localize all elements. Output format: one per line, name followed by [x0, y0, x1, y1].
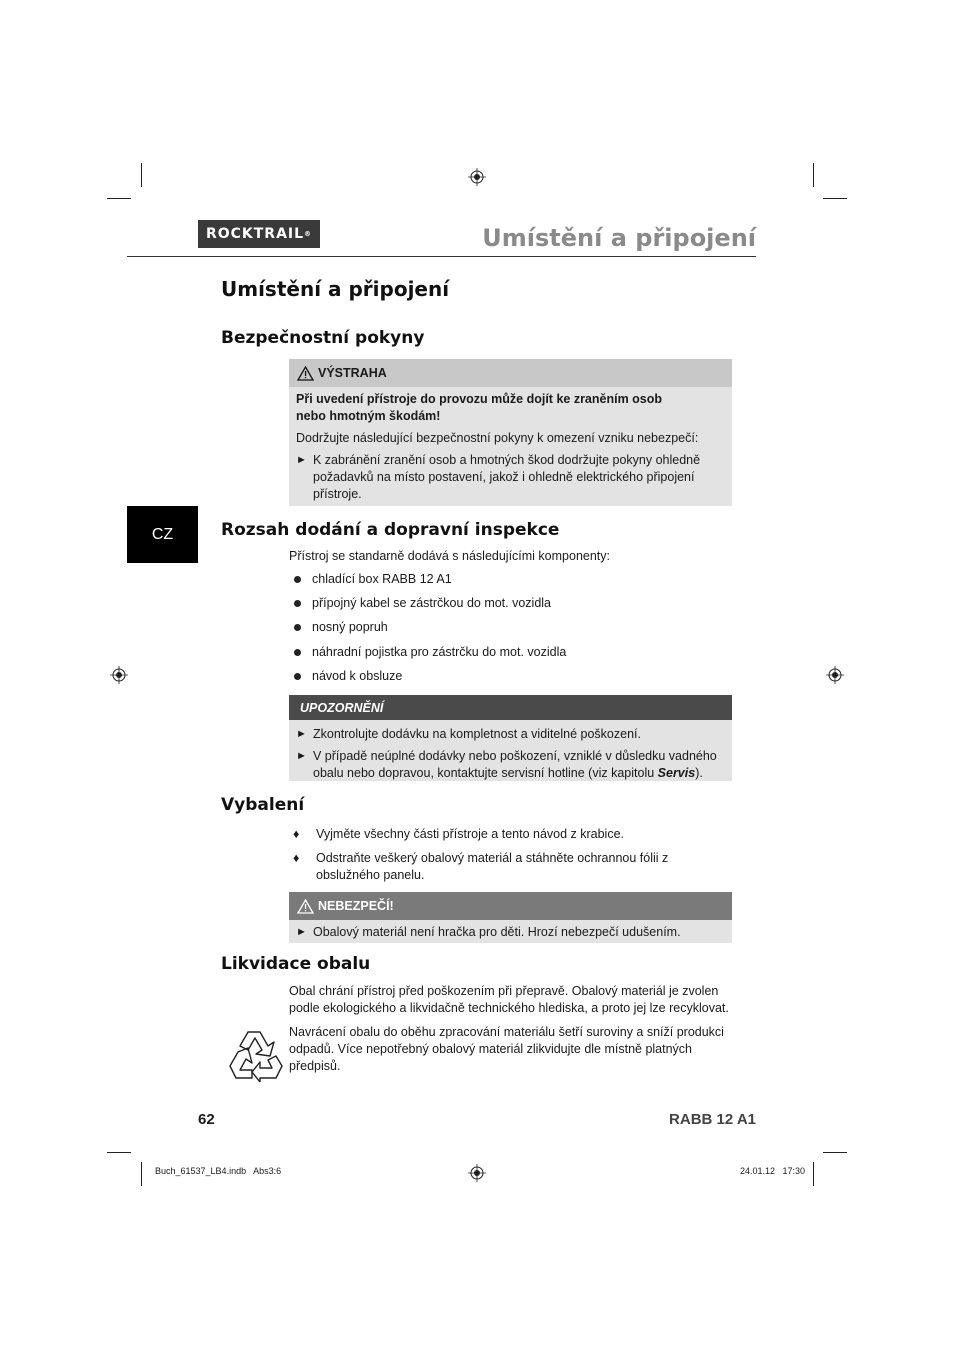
list-item-text-part: ).	[695, 766, 703, 780]
list-item-text-part: obalu nebo dopravou, kontaktujte servisní hotline (viz kapitolu	[313, 766, 658, 780]
registration-mark-icon	[110, 666, 128, 684]
list-item	[294, 669, 402, 683]
list-item-text: požadavků na místo postavení, jakož i ohledně elektrického připojení	[313, 470, 695, 484]
registration-mark-icon	[468, 1164, 486, 1182]
arrow-bullet-icon: ►	[296, 926, 307, 938]
list-item-text: Vyjměte všechny části přístroje a tento návod z krabice.	[316, 827, 625, 841]
arrow-bullet-icon: ►	[296, 728, 307, 740]
note-box-header	[289, 695, 732, 720]
header-divider	[127, 256, 756, 257]
page-heading: Umístění a připojení	[221, 277, 450, 301]
dot-bullet-icon	[294, 624, 301, 631]
crop-mark	[107, 198, 131, 199]
list-item-text: náhradní pojistka pro zástrčku do mot. vozidla	[312, 645, 567, 659]
list-item-text: K zabránění zranění osob a hmotných škod dodržujte pokyny ohledně	[313, 453, 701, 467]
warning-box	[289, 359, 732, 506]
brand-logo	[198, 220, 320, 248]
paragraph-line: Obal chrání přístroj před poškozením při přepravě. Obalový materiál je zvolen	[289, 984, 719, 998]
crop-mark	[107, 1152, 131, 1153]
warning-label: VÝSTRAHA	[318, 366, 387, 380]
diamond-bullet-icon: ♦	[293, 827, 300, 841]
recycle-icon	[226, 1026, 284, 1082]
list-item-text	[313, 765, 717, 782]
list-item-text: nosný popruh	[312, 620, 388, 634]
disposal-heading: Likvidace obalu	[221, 954, 371, 974]
list-item	[293, 826, 624, 843]
list-item	[293, 850, 668, 884]
delivery-heading: Rozsah dodání a dopravní inspekce	[221, 520, 560, 540]
list-item	[294, 645, 566, 659]
registration-mark-icon	[826, 666, 844, 684]
crop-mark	[141, 1162, 142, 1186]
note-label: UPOZORNĚNÍ	[300, 700, 384, 715]
warning-triangle-icon	[297, 366, 314, 381]
arrow-bullet-icon: ►	[296, 454, 307, 466]
warning-intro: Dodržujte následující bezpečnostní pokyny k omezení vzniku nebezpečí:	[296, 431, 699, 445]
paragraph-line: odpadů. Více nepotřebný obalový materiál zlikvidujte dle místně platných	[289, 1042, 693, 1056]
list-item	[294, 596, 551, 610]
brand-mark: ®	[304, 230, 313, 238]
list-item-text: přípojný kabel se zástrčkou do mot. vozidla	[312, 596, 552, 610]
language-tab: CZ	[127, 506, 198, 563]
warning-bold-line: Při uvedení přístroje do provozu může dojít ke zraněním osob	[296, 392, 663, 406]
danger-box	[289, 892, 732, 943]
list-item	[294, 620, 388, 634]
paragraph-line: podle ekologického a likvidačně technického hlediska, a proto jej lze recyklovat.	[289, 1001, 729, 1015]
crop-mark	[813, 1162, 814, 1186]
warning-bold-line: nebo hmotným škodám!	[296, 409, 441, 423]
disposal-paragraph-2	[289, 1024, 724, 1075]
list-item	[294, 572, 452, 586]
danger-label: NEBEZPEČÍ!	[318, 899, 394, 913]
registration-mark-icon	[468, 168, 486, 186]
model-name: RABB 12 A1	[669, 1111, 756, 1128]
crop-mark	[813, 163, 814, 187]
paragraph-line: předpisů.	[289, 1059, 341, 1073]
delivery-intro: Přístroj se standarně dodává s následujícími komponenty:	[289, 549, 611, 563]
servis-reference: Servis	[657, 766, 696, 780]
list-item-text: obslužného panelu.	[316, 868, 425, 882]
disposal-paragraph-1	[289, 983, 729, 1017]
list-item	[289, 920, 732, 941]
file-info: Buch_61537_LB4.indb Abs3:6	[155, 1166, 282, 1176]
date-info: 24.01.12 17:30	[739, 1166, 805, 1176]
crop-mark	[823, 1152, 847, 1153]
list-item-text: návod k obsluze	[312, 669, 403, 683]
header-title: Umístění a připojení	[482, 224, 756, 252]
dot-bullet-icon	[294, 673, 301, 680]
dot-bullet-icon	[294, 576, 301, 583]
list-item	[296, 452, 724, 503]
crop-mark	[823, 198, 847, 199]
safety-heading: Bezpečnostní pokyny	[221, 328, 425, 348]
list-item-text: Zkontrolujte dodávku na kompletnost a viditelné poškození.	[313, 727, 641, 741]
paragraph-line: Navrácení obalu do oběhu zpracování materiálu šetří suroviny a sníží produkci	[289, 1025, 724, 1039]
unpack-heading: Vybalení	[221, 795, 305, 815]
brand-name: ROCKTRAIL	[205, 226, 305, 242]
list-item-text: Obalový materiál není hračka pro děti. Hrozí nebezpečí udušením.	[313, 925, 681, 939]
dot-bullet-icon	[294, 649, 301, 656]
list-item-text: přístroje.	[313, 487, 362, 501]
dot-bullet-icon	[294, 600, 301, 607]
danger-box-header	[289, 892, 732, 920]
diamond-bullet-icon: ♦	[293, 851, 300, 865]
page-number: 62	[198, 1111, 215, 1128]
list-item-text: chladící box RABB 12 A1	[312, 572, 452, 586]
warning-triangle-icon	[297, 899, 314, 914]
list-item-text: V případě neúplné dodávky nebo poškození, vzniklé v důsledku vadného	[313, 749, 717, 763]
list-item	[296, 748, 724, 782]
note-box	[289, 695, 732, 781]
arrow-bullet-icon: ►	[296, 750, 307, 762]
warning-box-header	[289, 359, 732, 387]
list-item	[296, 726, 724, 743]
list-item-text: Odstraňte veškerý obalový materiál a stáhněte ochrannou fólii z	[316, 851, 669, 865]
crop-mark	[141, 163, 142, 187]
